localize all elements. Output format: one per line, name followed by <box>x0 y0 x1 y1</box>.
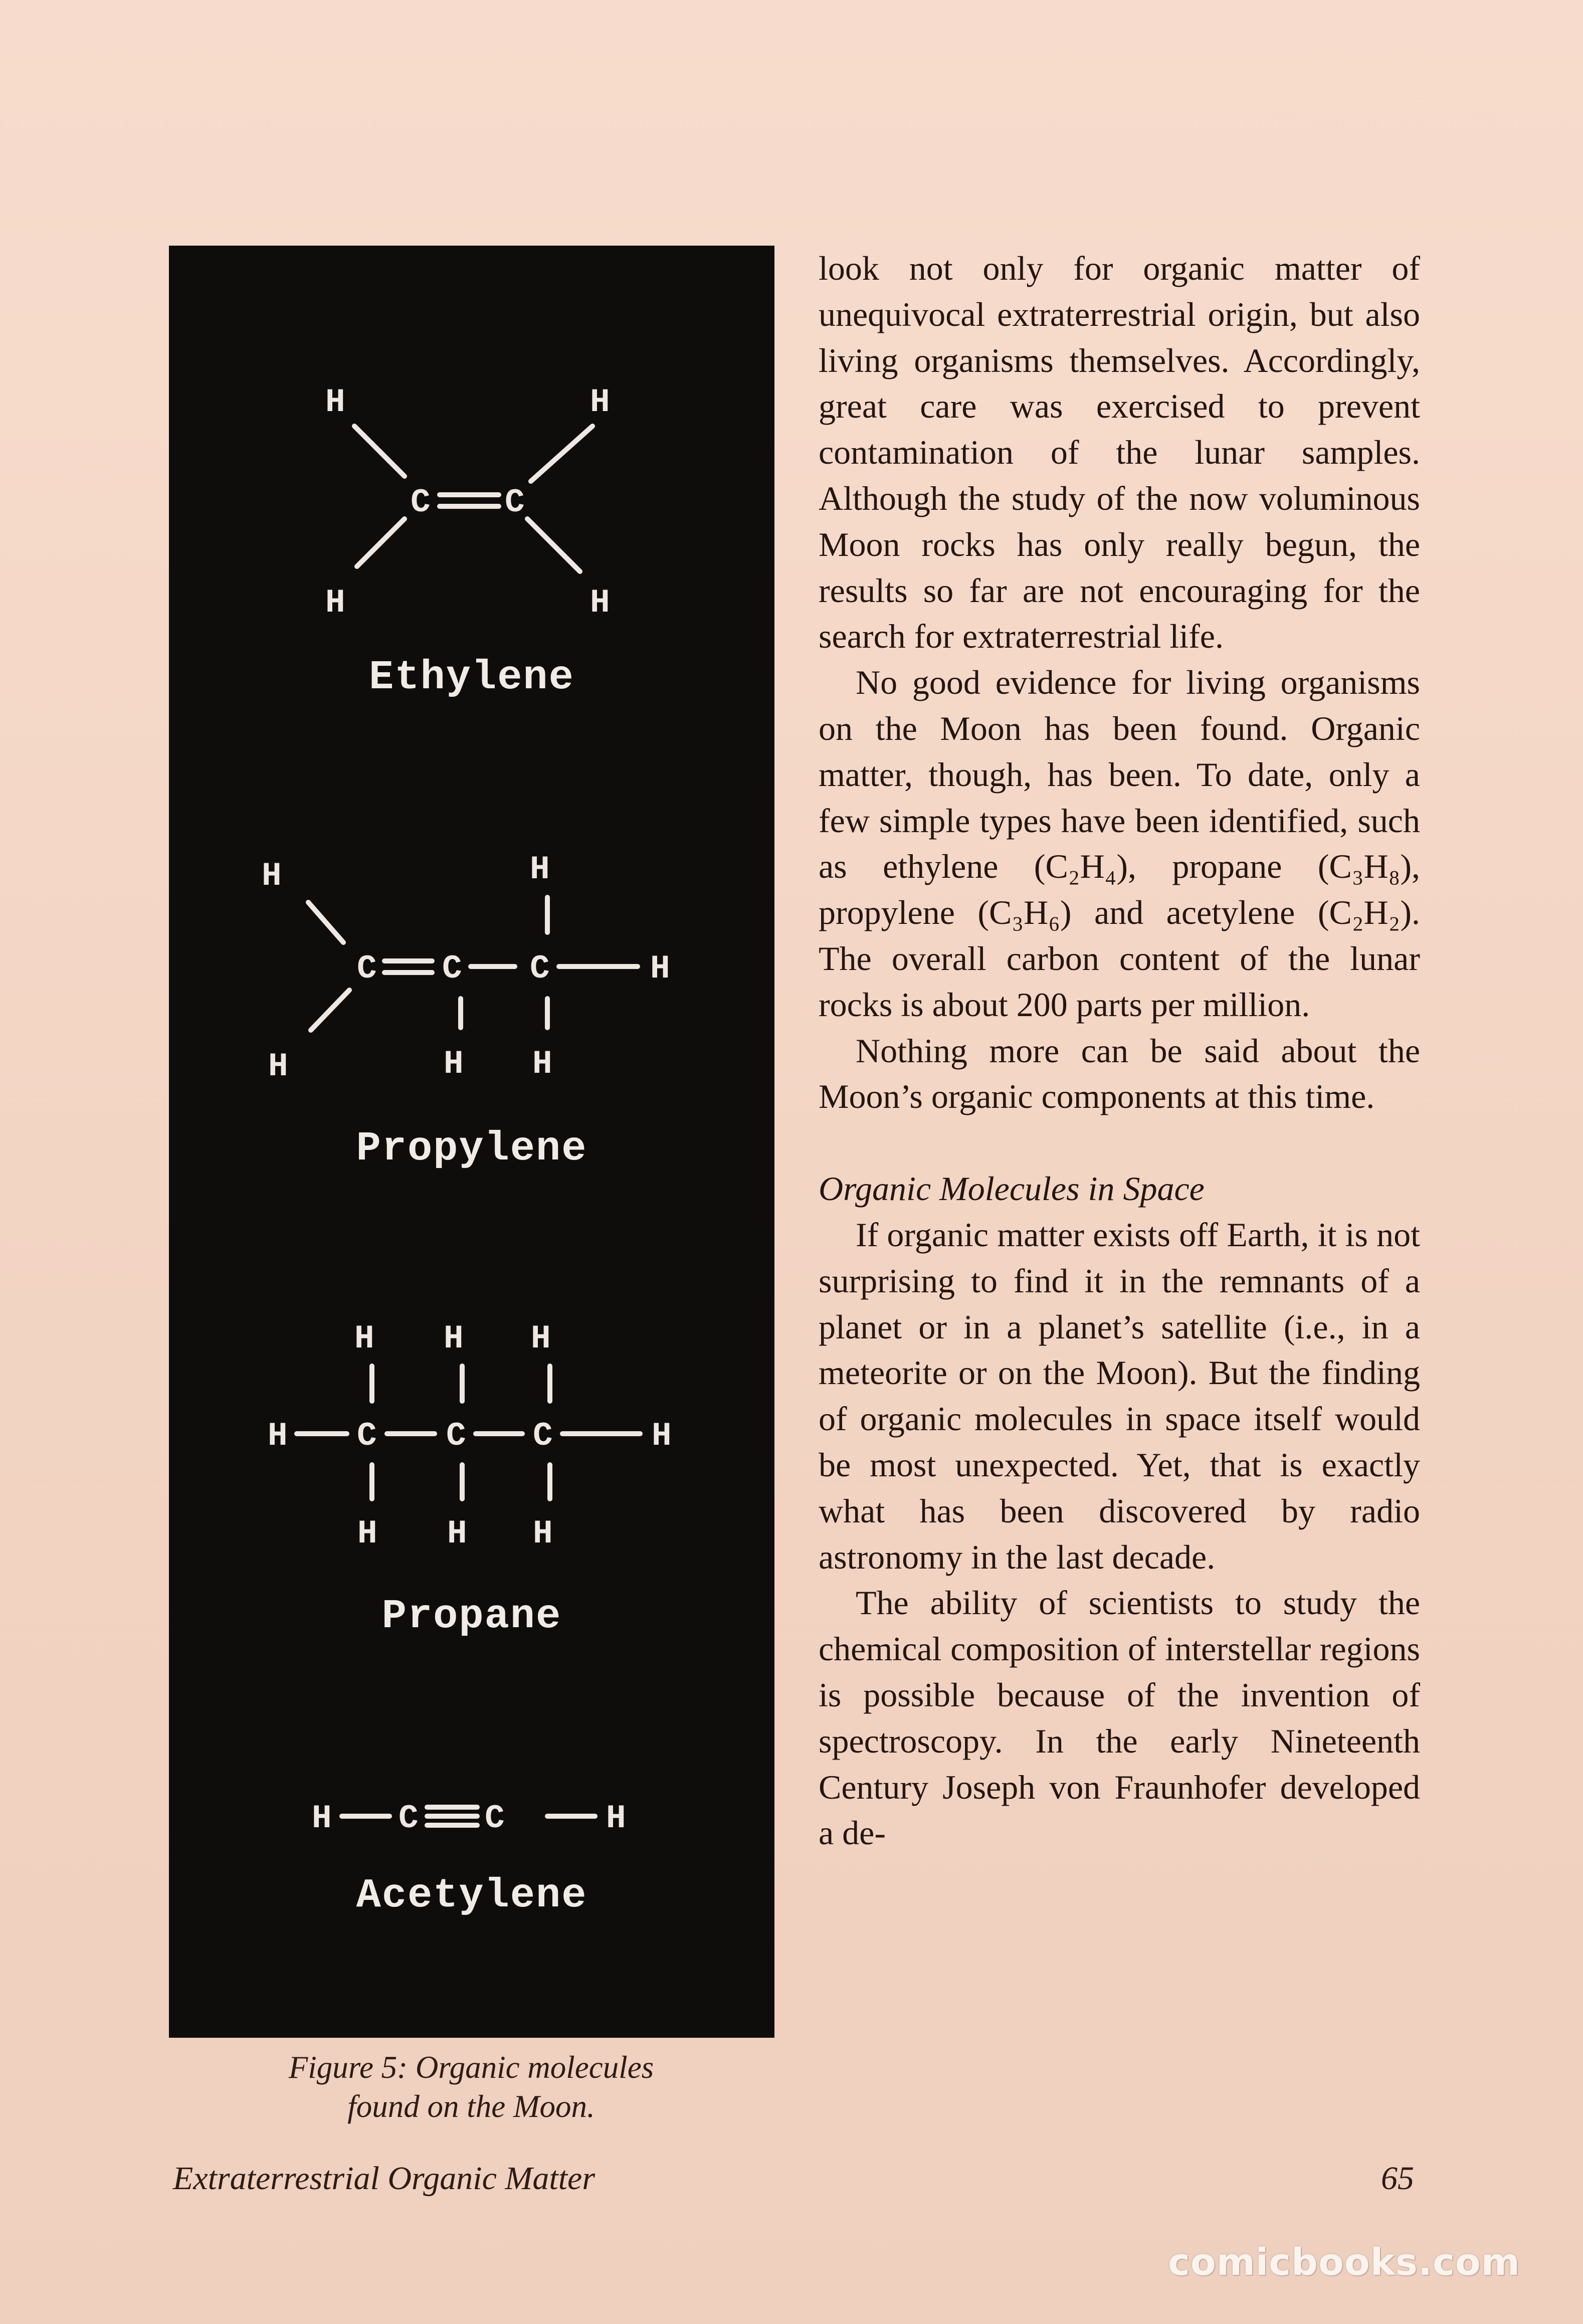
atom-h: H <box>652 1417 672 1455</box>
atom-h: H <box>590 383 610 421</box>
propylene-structure <box>262 851 670 1085</box>
running-title: Extraterrestrial Organic Matter <box>173 2160 596 2197</box>
body-text-column <box>819 246 1420 1856</box>
page-number: 65 <box>1381 2160 1414 2197</box>
atom-h: H <box>325 383 345 421</box>
atom-h: H <box>444 1045 464 1083</box>
atom-c: C <box>485 1800 505 1837</box>
atom-h: H <box>444 1320 464 1358</box>
molecule-label: Acetylene <box>356 1872 587 1919</box>
atom-c: C <box>399 1800 419 1837</box>
atom-h: H <box>262 857 282 895</box>
atom-c: C <box>357 950 377 988</box>
watermark: comicbooks.com <box>1168 2241 1520 2284</box>
paragraph: The ability of scientists to study the chemical composition of interstellar regions is possible because of the invention of spectroscopy. In the early Nineteenth Century Joseph von Fraunhofer developed a de- <box>819 1584 1420 1852</box>
paragraph: Nothing more can be said about the Moon’s organic components at this time. <box>819 1031 1420 1116</box>
atom-c: C <box>505 484 525 521</box>
atom-h: H <box>532 1045 552 1083</box>
atom-h: H <box>268 1048 288 1085</box>
atom-c: C <box>357 1417 377 1455</box>
figure-caption <box>236 2048 707 2126</box>
molecule-label: Propylene <box>356 1125 587 1172</box>
atom-h: H <box>533 1515 553 1553</box>
section-heading: Organic Molecules in Space <box>819 1170 1205 1208</box>
acetylene-structure <box>312 1800 626 1837</box>
atom-h: H <box>354 1320 374 1358</box>
atom-c: C <box>411 484 431 521</box>
atom-h: H <box>530 851 550 888</box>
caption-line: Figure 5: Organic molecules <box>288 2050 654 2085</box>
ethylene-structure <box>325 383 610 622</box>
atom-c: C <box>446 1417 466 1455</box>
paragraph: look not only for organic matter of unequivocal extraterrestrial origin, but also living organisms themselves. Accordingly, great care was exercised to prevent contamination of the lunar samples. Although the study of the now voluminous Moon rocks has only really begun, the results so far are not encouraging for the search for extraterrestrial life. <box>819 249 1420 656</box>
atom-c: C <box>442 950 462 988</box>
atom-h: H <box>357 1515 377 1553</box>
figure-panel <box>169 246 774 2038</box>
caption-line: found on the Moon. <box>347 2089 595 2124</box>
propane-structure <box>268 1320 672 1553</box>
atom-h: H <box>606 1800 626 1837</box>
atom-h: H <box>531 1320 551 1358</box>
atom-h: H <box>312 1800 332 1837</box>
atom-c: C <box>533 1417 553 1455</box>
paragraph: If organic matter exists off Earth, it is not surprising to find it in the remnants of a planet or in a planet’s satellite (i.e., in a meteorite or on the Moon). But the finding of organic molecules in space itself would be most unexpected. Yet, that is exactly what has been discovered by radio astronomy in the last decade. <box>819 1215 1420 1576</box>
molecule-label: Propane <box>381 1593 562 1640</box>
atom-h: H <box>325 584 345 622</box>
atom-h: H <box>268 1417 288 1455</box>
paragraph: No good evidence for living organisms on the Moon has been found. Organic matter, though, has been. To date, only a few simple types have been identified, such as ethylene (C₂H₄), propane (C₃H₈), propylene (C₃H₆) and acetylene (C₂H₂). The overall carbon content of the lunar rocks is about 200 parts per million. <box>819 663 1420 1024</box>
molecule-label: Ethylene <box>369 654 574 701</box>
atom-h: H <box>590 584 610 622</box>
atom-c: C <box>530 950 550 988</box>
atom-h: H <box>650 950 670 988</box>
atom-h: H <box>447 1515 467 1553</box>
